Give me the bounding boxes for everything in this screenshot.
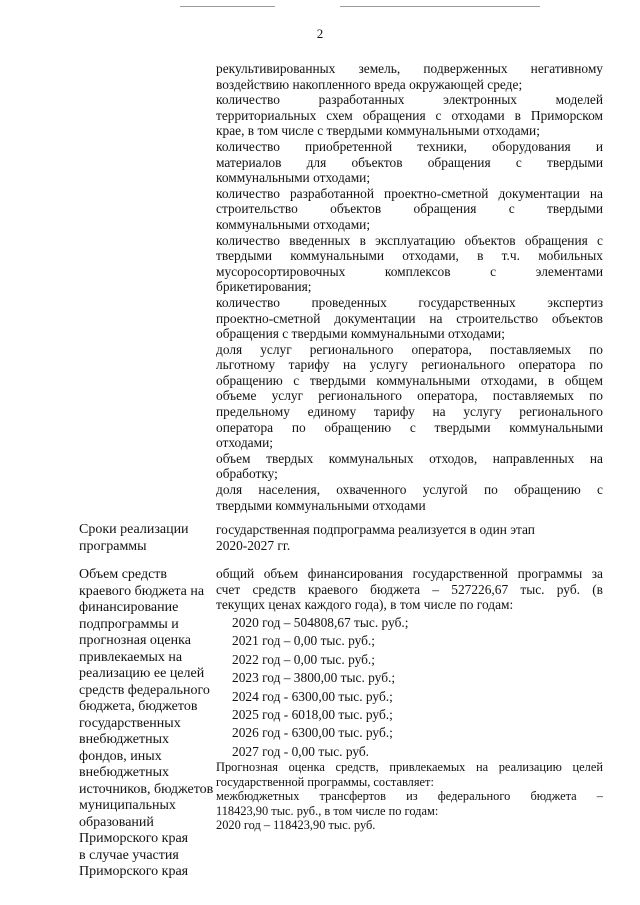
indicator-line: доля населения, охваченного услугой по обращению с bbox=[216, 482, 603, 498]
indicator-line: коммунальными отходами; bbox=[216, 170, 371, 186]
funding-label-line: источников, бюджетов bbox=[79, 781, 214, 797]
terms-label bbox=[79, 522, 219, 555]
forecast-line: Прогнозная оценка средств, привлекаемых на реализацию целей bbox=[216, 760, 603, 774]
funding-intro-line: счет средств краевого бюджета – 527226,67 тыс. руб. (в bbox=[216, 581, 603, 597]
terms-label-line: Сроки реализации bbox=[79, 522, 189, 537]
indicator-line: количество разработанных электронных моделей bbox=[216, 92, 603, 108]
terms-value-line: государственная подпрограмма реализуется в один этап bbox=[216, 522, 535, 537]
indicator-line: крае, в том числе с твердыми коммунальными отходами; bbox=[216, 123, 540, 139]
funding-label-line: средств федерального bbox=[79, 682, 210, 698]
funding-label-line: привлекаемых на bbox=[79, 649, 183, 665]
indicator-line: строительство объектов обращения с твердыми bbox=[216, 201, 603, 217]
funding-intro-line: текущих ценах каждого года), в том числе по годам: bbox=[216, 597, 514, 613]
indicator-line: брикетирования; bbox=[216, 279, 312, 295]
terms-value-line: 2020-2027 гг. bbox=[216, 537, 291, 553]
funding-label-line: реализацию ее целей bbox=[79, 666, 205, 681]
terms-label-line: программы bbox=[79, 538, 147, 554]
indicator-line: отходами; bbox=[216, 435, 273, 451]
funding-label-line: образований bbox=[79, 814, 154, 830]
indicator-line: количество разработанной проектно-сметной документации на bbox=[216, 185, 603, 201]
funding-label-line: внебюджетных bbox=[79, 732, 170, 747]
indicator-line: количество приобретенной техники, оборудования и bbox=[216, 138, 603, 154]
indicator-line: обращения с твердыми коммунальными отходами; bbox=[216, 326, 505, 342]
forecast-line: 118423,90 тыс. руб., в том числе по годам: bbox=[216, 803, 439, 818]
funding-year-row: 2022 год – 0,00 тыс. руб.; bbox=[232, 651, 375, 667]
scan-artifact-line bbox=[340, 6, 540, 7]
scan-artifact-line bbox=[180, 6, 275, 7]
funding-label-line: финансирование bbox=[79, 600, 179, 615]
indicator-line: коммунальными отходами; bbox=[216, 216, 371, 232]
funding-year-row: 2025 год - 6018,00 тыс. руб.; bbox=[232, 707, 393, 723]
funding-label-line: государственных bbox=[79, 715, 181, 731]
funding-year-row: 2026 год - 6300,00 тыс. руб.; bbox=[232, 725, 393, 741]
funding-label-line: внебюджетных bbox=[79, 765, 170, 780]
funding-label-line: муниципальных bbox=[79, 798, 176, 813]
indicator-line: воздействию накопленного вреда окружающей среде; bbox=[216, 76, 523, 92]
indicator-line: материалов для объектов обращения с твердыми bbox=[216, 154, 603, 170]
funding-label-line: прогнозная оценка bbox=[79, 633, 191, 648]
funding-intro bbox=[216, 566, 603, 613]
indicator-line: твердыми коммунальными отходами bbox=[216, 497, 426, 513]
funding-label-line: бюджета, бюджетов bbox=[79, 699, 198, 714]
funding-year-row: 2021 год – 0,00 тыс. руб.; bbox=[232, 633, 375, 649]
indicator-line: территориальных схем обращения с отходами в Приморском bbox=[216, 107, 603, 123]
indicator-line: рекультивированных земель, подверженных негативному bbox=[216, 61, 603, 76]
indicator-line: обращению с твердыми коммунальными отходами, в общем bbox=[216, 372, 603, 388]
funding-label-line: Объем средств bbox=[79, 567, 168, 582]
indicator-line: доля услуг регионального оператора, поставляемых по bbox=[216, 341, 603, 357]
indicator-line: оператора по обращению с твердыми коммунальными bbox=[216, 419, 603, 435]
funding-label-line: Приморского края bbox=[79, 864, 189, 879]
funding-year-row: 2027 год - 0,00 тыс. руб. bbox=[232, 743, 370, 759]
forecast-line: государственной программы, составляет: bbox=[216, 774, 434, 789]
indicator-line: твердыми коммунальными отходами, в т.ч. мобильных bbox=[216, 248, 603, 264]
indicator-line: мусоросортировочных комплексов с элементами bbox=[216, 263, 603, 279]
terms-value bbox=[216, 522, 603, 553]
forecast-line: межбюджетных трансфертов из федерального бюджета – bbox=[216, 789, 603, 803]
funding-label-line: Приморского края bbox=[79, 831, 189, 846]
indicator-line: проектно-сметной документации на строительство объектов bbox=[216, 310, 603, 326]
indicator-line: льготному тарифу на услугу регионального оператора по bbox=[216, 357, 603, 373]
funding-year-row: 2023 год – 3800,00 тыс. руб.; bbox=[232, 670, 396, 686]
indicator-line: предельному единому тарифу на услугу регионального bbox=[216, 404, 603, 420]
funding-year-row: 2020 год – 504808,67 тыс. руб.; bbox=[232, 615, 409, 630]
indicator-line: объеме услуг регионального оператора, поставляемых по bbox=[216, 388, 603, 404]
funding-intro-line: общий объем финансирования государственной программы за bbox=[216, 566, 603, 581]
funding-label-line: фондов, иных bbox=[79, 748, 162, 764]
indicator-line: обработку; bbox=[216, 466, 278, 482]
indicators-list bbox=[216, 61, 603, 513]
page-number: 2 bbox=[316, 26, 324, 41]
funding-years-list bbox=[232, 614, 408, 761]
indicator-line: количество введенных в эксплуатацию объектов обращения с bbox=[216, 232, 603, 248]
funding-label-line: подпрограммы и bbox=[79, 616, 179, 632]
funding-label-line: в случае участия bbox=[79, 847, 179, 863]
funding-label bbox=[79, 567, 219, 881]
indicator-line: объем твердых коммунальных отходов, направленных на bbox=[216, 450, 603, 466]
funding-forecast bbox=[216, 760, 603, 833]
funding-label-line: краевого бюджета на bbox=[79, 583, 205, 599]
funding-year-row: 2024 год - 6300,00 тыс. руб.; bbox=[232, 688, 393, 704]
forecast-line: 2020 год – 118423,90 тыс. руб. bbox=[216, 818, 376, 832]
indicator-line: количество проведенных государственных экспертиз bbox=[216, 294, 603, 310]
